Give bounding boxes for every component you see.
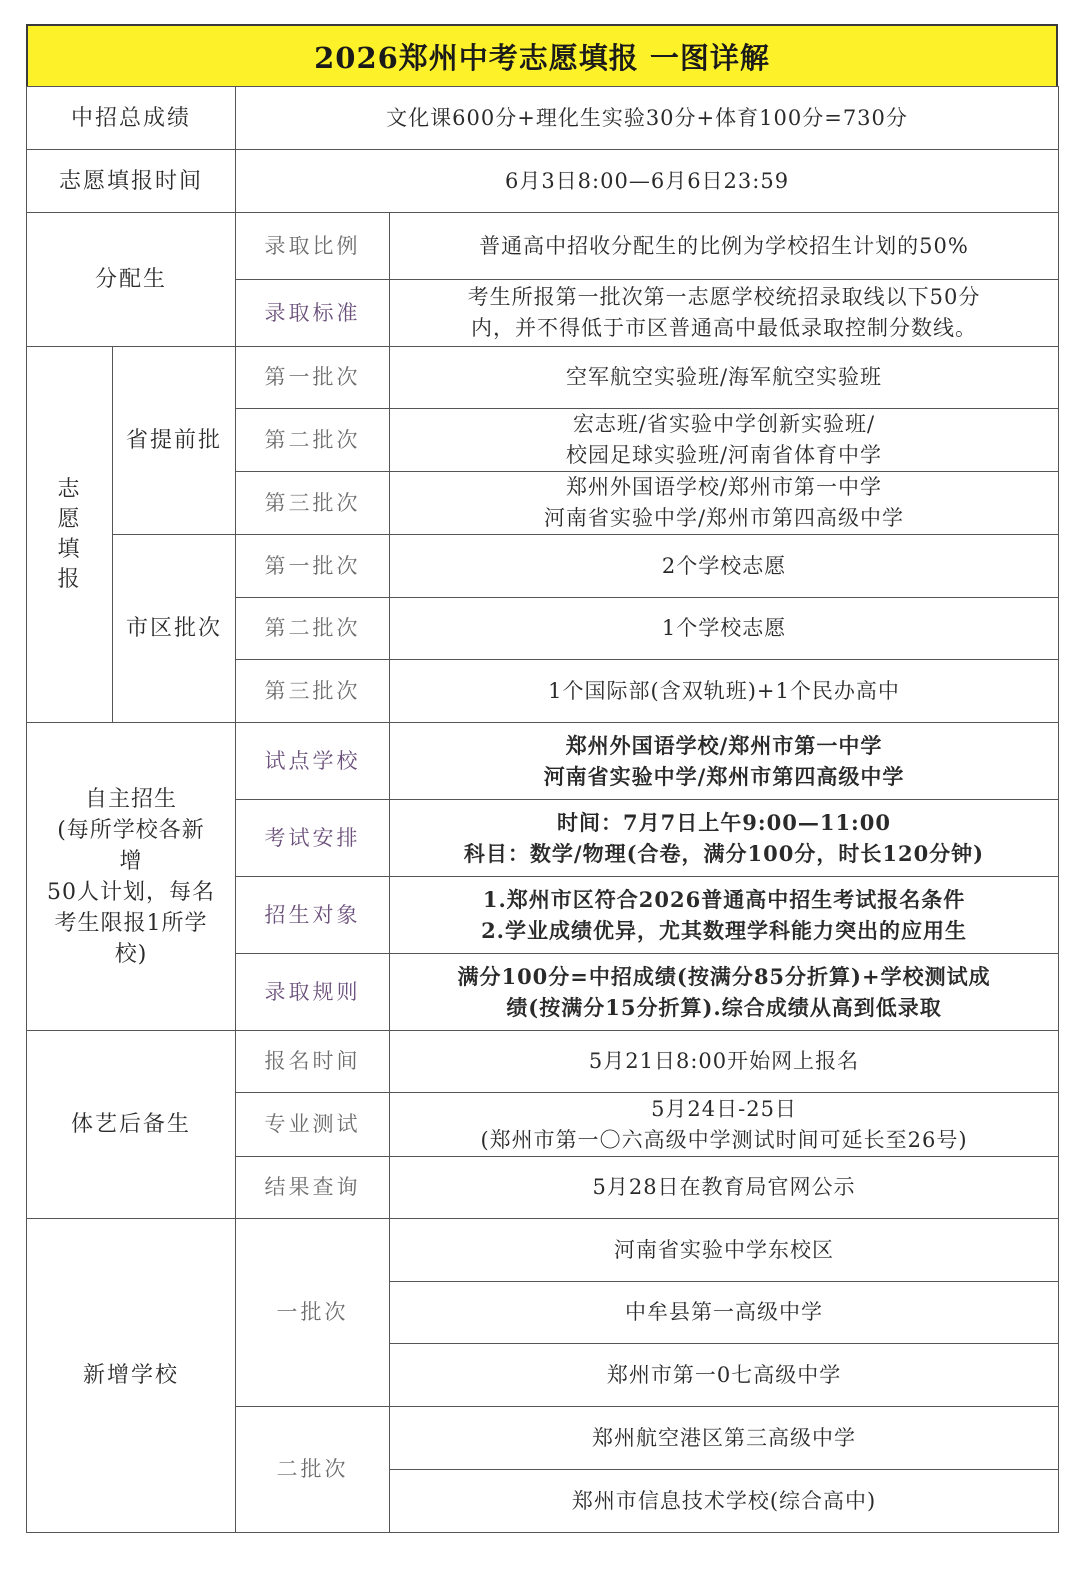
row-value <box>390 1093 1059 1157</box>
value-line: 1个学校志愿 <box>661 616 787 640</box>
value-line: 普通高中招收分配生的比例为学校招生计划的50% <box>479 233 969 258</box>
row-label: 第三批次 <box>236 472 390 535</box>
value-line: 5月21日8:00开始网上报名 <box>588 1049 860 1073</box>
row-label: 第一批次 <box>236 347 390 409</box>
arts-label: 体艺后备生 <box>27 1031 236 1219</box>
volunteer-label: 志愿填报 <box>27 347 113 723</box>
row-value <box>390 598 1059 660</box>
row-label: 第一批次 <box>236 535 390 598</box>
row-value <box>390 1031 1059 1093</box>
value-line: 郑州外国语学校/郑州市第一中学 <box>565 475 883 499</box>
policy-sheet <box>26 24 1058 1533</box>
row-label: 专业测试 <box>236 1093 390 1157</box>
row-value <box>390 409 1059 472</box>
value-line: 宏志班/省实验中学创新实验班/ <box>572 412 876 436</box>
row-value <box>390 723 1059 800</box>
volunteer-row <box>27 535 1059 598</box>
provincial-label: 省提前批 <box>113 347 236 535</box>
row-value <box>390 800 1059 877</box>
row-value <box>390 954 1059 1031</box>
distribution-label: 分配生 <box>27 213 236 347</box>
time-label: 志愿填报时间 <box>27 150 236 213</box>
value-line: 2个学校志愿 <box>661 553 787 578</box>
value-line: 时间：7月7日上午9:00—11:00 <box>557 810 892 835</box>
row-value <box>390 1157 1059 1219</box>
value-line: 1个国际部(含双轨班)+1个民办高中 <box>548 678 900 703</box>
row-label: 报名时间 <box>236 1031 390 1093</box>
row-value <box>390 347 1059 409</box>
school-name: 中牟县第一高级中学 <box>390 1282 1059 1344</box>
row-label: 录取标准 <box>236 280 390 347</box>
row-value <box>390 213 1059 280</box>
policy-table <box>26 86 1059 1533</box>
new-schools-label: 新增学校 <box>27 1219 236 1533</box>
independent-row <box>27 723 1059 800</box>
value-line: 绩(按满分15分折算).综合成绩从高到低录取 <box>506 995 942 1020</box>
time-value: 6月3日8:00—6月6日23:59 <box>236 150 1059 213</box>
value-line: 5月24日-25日 <box>651 1096 797 1121</box>
batch-label: 一批次 <box>236 1219 390 1407</box>
row-value <box>390 472 1059 535</box>
score-value: 文化课600分+理化生实验30分+体育100分=730分 <box>236 87 1059 150</box>
value-line: 2.学业成绩优异，尤其数理学科能力突出的应用生 <box>481 918 967 943</box>
row-label: 第三批次 <box>236 660 390 723</box>
city-label: 市区批次 <box>113 535 236 723</box>
score-row <box>27 87 1059 150</box>
school-name: 郑州航空港区第三高级中学 <box>390 1407 1059 1470</box>
value-line: 校园足球实验班/河南省体育中学 <box>565 443 883 467</box>
page-title: 2026郑州中考志愿填报 一图详解 <box>26 24 1058 86</box>
value-line: 河南省实验中学/郑州市第四高级中学 <box>543 764 905 789</box>
row-label: 考试安排 <box>236 800 390 877</box>
row-label: 录取比例 <box>236 213 390 280</box>
time-row <box>27 150 1059 213</box>
new-school-row <box>27 1219 1059 1282</box>
value-line: 科目：数学/物理(合卷，满分100分，时长120分钟) <box>463 841 985 866</box>
value-line: 1.郑州市区符合2026普通高中招生考试报名条件 <box>482 887 966 912</box>
arts-row <box>27 1031 1059 1093</box>
row-label: 结果查询 <box>236 1157 390 1219</box>
value-line: 郑州外国语学校/郑州市第一中学 <box>565 733 883 758</box>
value-line: 空军航空实验班/海军航空实验班 <box>565 365 883 389</box>
row-value <box>390 660 1059 723</box>
batch-label: 二批次 <box>236 1407 390 1533</box>
school-name: 郑州市第一0七高级中学 <box>390 1344 1059 1407</box>
row-value <box>390 535 1059 598</box>
row-label: 招生对象 <box>236 877 390 954</box>
distribution-row-ratio <box>27 213 1059 280</box>
value-line: 5月28日在教育局官网公示 <box>592 1175 856 1199</box>
independent-label: 自主招生 (每所学校各新 增 50人计划，每名 考生限报1所学 校) <box>27 723 236 1031</box>
value-line: 内，并不得低于市区普通高中最低录取控制分数线。 <box>471 316 978 340</box>
row-value <box>390 280 1059 347</box>
school-name: 郑州市信息技术学校(综合高中) <box>390 1470 1059 1533</box>
value-line: 考生所报第一批次第一志愿学校统招录取线以下50分 <box>467 285 981 309</box>
row-label: 第二批次 <box>236 409 390 472</box>
volunteer-row <box>27 347 1059 409</box>
score-label: 中招总成绩 <box>27 87 236 150</box>
value-line: 满分100分=中招成绩(按满分85分折算)+学校测试成 <box>457 964 991 989</box>
school-name: 河南省实验中学东校区 <box>390 1219 1059 1282</box>
row-value <box>390 877 1059 954</box>
row-label: 试点学校 <box>236 723 390 800</box>
row-label: 第二批次 <box>236 598 390 660</box>
value-line: 河南省实验中学/郑州市第四高级中学 <box>543 506 905 530</box>
row-label: 录取规则 <box>236 954 390 1031</box>
value-line: (郑州市第一〇六高级中学测试时间可延长至26号) <box>480 1127 968 1152</box>
